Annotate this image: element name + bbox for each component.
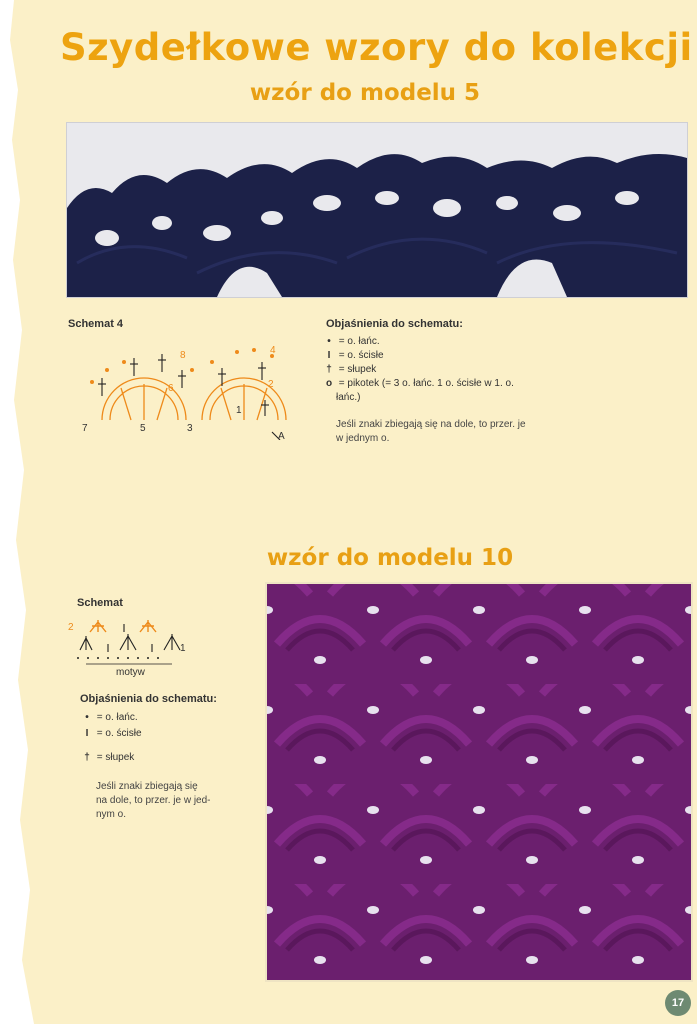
lace-edging-photo [66,122,688,298]
diagram-row-number: 2 [268,379,274,390]
diagram-row-number: 1 [236,405,242,416]
diagram-note-line: na dole, to przer. je w jed- [96,795,211,806]
legend-item: I = o. ścisłe [322,350,384,361]
diagram-caption: motyw [116,667,145,678]
legend-item: † = słupek [80,752,134,763]
diagram-note-line: w jednym o. [336,433,390,444]
diagram-row-number: 7 [82,423,88,434]
diagram-row-number: 1 [180,643,186,654]
diagram-marker: A [278,431,285,442]
chain-stitch-icon: • [327,336,331,347]
legend-title: Objaśnienia do schematu: [326,318,463,330]
legend-item-continued: łańc.) [336,392,361,403]
double-crochet-icon: † [326,364,332,375]
legend-title: Objaśnienia do schematu: [80,693,217,705]
diagram-row-number: 8 [180,350,186,361]
purple-swatch-photo [267,584,691,980]
diagram-row-number: 2 [68,622,74,633]
crochet-diagram-schemat [68,614,198,670]
single-crochet-icon: I [327,350,331,361]
legend-item: o = pikotek (= 3 o. łańc. 1 o. ścisłe w 1. o. [322,378,514,389]
diagram-row-number: 5 [140,423,146,434]
legend-item: I = o. ścisłe [80,728,142,739]
section-title-model-10: wzór do modelu 10 [266,545,514,571]
page-number-badge: 17 [665,990,691,1016]
legend-item: † = słupek [322,364,376,375]
diagram-row-number: 6 [168,383,174,394]
legend-item: • = o. łańc. [322,336,380,347]
crochet-diagram-schemat-4 [62,340,292,440]
double-crochet-icon: † [84,752,90,763]
single-crochet-icon: I [85,728,89,739]
diagram-label-schemat-4: Schemat 4 [68,318,124,330]
diagram-row-number: 3 [187,423,193,434]
diagram-note-line: nym o. [96,809,127,820]
page-title: Szydełkowe wzory do kolekcji [60,26,693,69]
diagram-row-number: 4 [270,345,276,356]
diagram-note-line: Jeśli znaki zbiegają się [96,781,198,792]
legend-item: • = o. łańc. [80,712,138,723]
diagram-note-line: Jeśli znaki zbiegają się na dole, to przer. je [336,419,526,430]
torn-paper-edge [0,0,40,1024]
diagram-label-schemat: Schemat [77,597,123,609]
chain-stitch-icon: • [85,712,89,723]
picot-icon: o [325,378,333,389]
page-subtitle: wzór do modelu 5 [249,80,481,106]
